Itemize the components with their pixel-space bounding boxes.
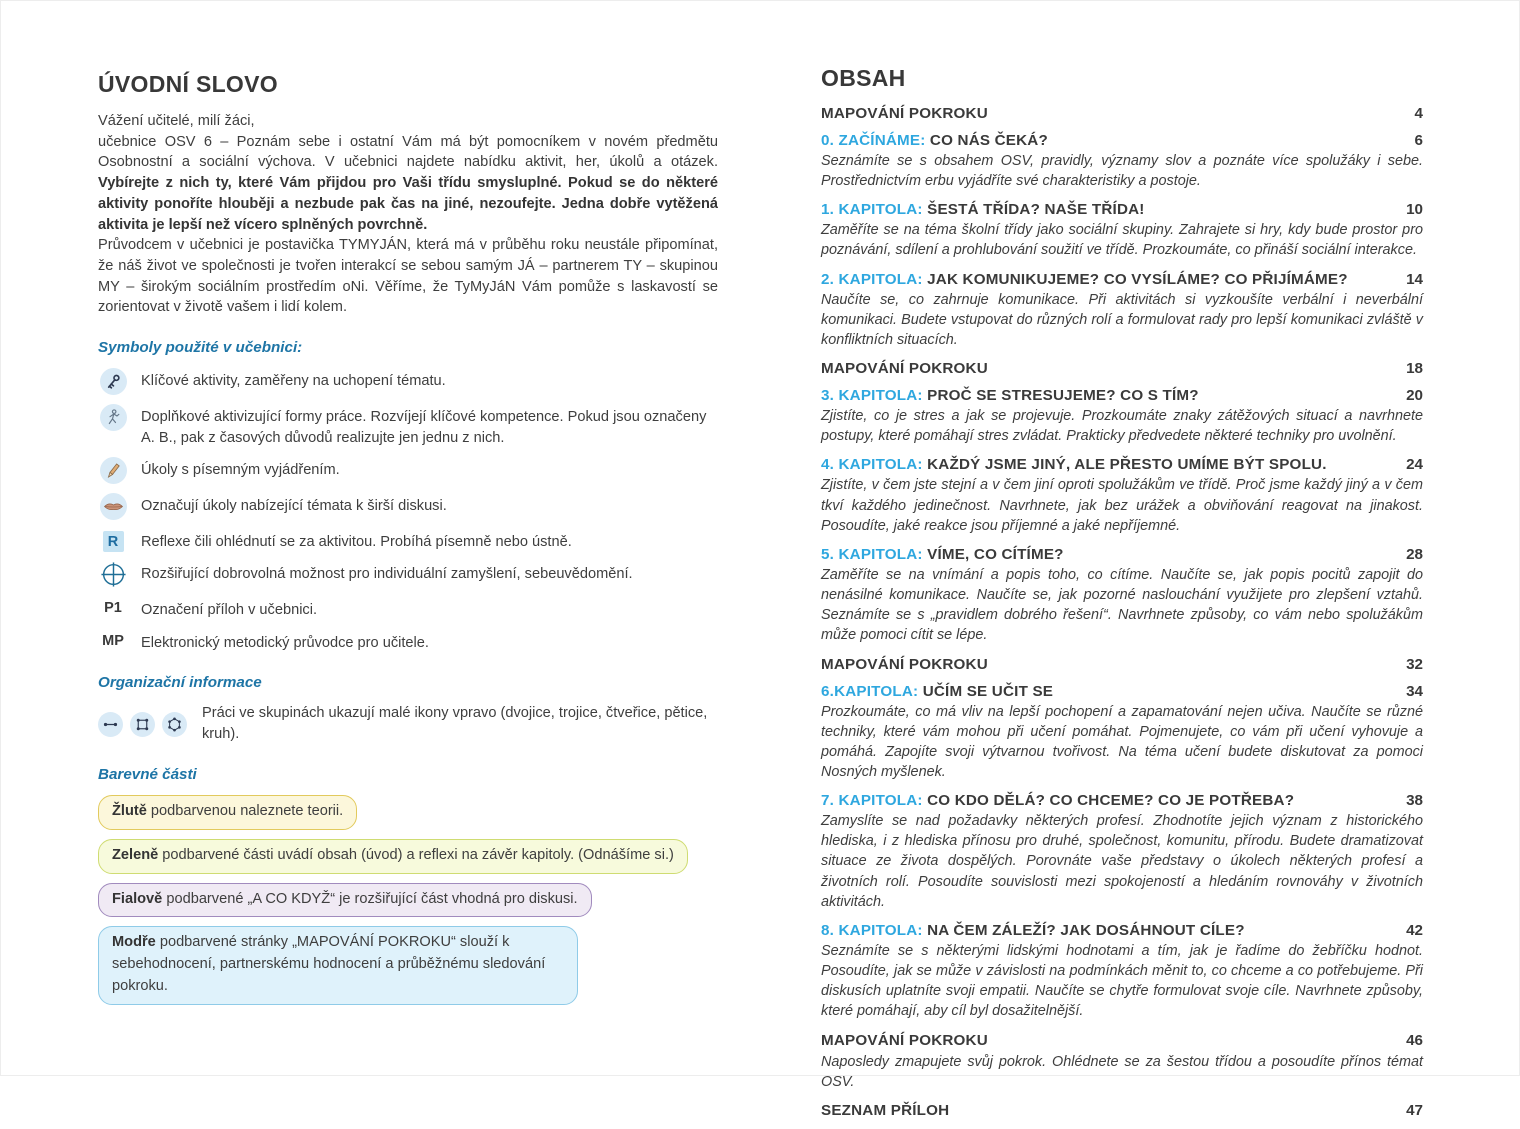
toc-title: OBSAH <box>821 65 906 91</box>
symbol-description: Označují úkoly nabízející témata k širší diskusi. <box>141 498 447 515</box>
symbol-description: Rozšiřující dobrovolná možnost pro individuální zamyšlení, sebeuvědomění. <box>141 566 633 583</box>
color-box-text: podbarvené stránky „MAPOVÁNÍ POKROKU“ slouží k sebehodnocení, partnerskému hodnocení a průběžnému sledování pokroku. <box>112 934 546 995</box>
foursome-icon <box>130 712 155 737</box>
color-box-zelene <box>98 839 688 874</box>
entry-description: Zaměříte se na téma školní třídy jako sociální skupiny. Zahrajete si hry, kdy bude prostor pro poznávání, sdílení a prohlubování soužití ve třídě. Prozkoumáte, co přináší sociální interakce. <box>821 222 1423 259</box>
entry-title: MAPOVÁNÍ POKROKU <box>821 655 988 673</box>
chapter-heading <box>821 683 1392 700</box>
symbol-row <box>98 457 718 484</box>
color-box-text: podbarvenou naleznete teorii. <box>146 802 344 819</box>
entry-description: Zamyslíte se nad požadavky některých profesí. Zhodnotíte jejich význam z historického hlediska, i z hlediska přínosu pro druhé, společnost, komunitu, přírodu. Budete dramatizovat situace ze života dospělých. Porovnáte vaše představy o úkolech některých profesí a životních rolí. Posoudíte souvislosti mezi spokojeností a hledáním rovnováhy v životních aktivitách. <box>821 813 1423 910</box>
entry-page-number: 32 <box>1406 655 1423 673</box>
entry-title: ŠESTÁ TŘÍDA? NAŠE TŘÍDA! <box>927 201 1145 219</box>
entry-title: MAPOVÁNÍ POKROKU <box>821 1031 988 1049</box>
toc-entry-row <box>821 546 1423 563</box>
color-box-keyword: Fialově <box>112 890 163 907</box>
entry-title: PROČ SE STRESUJEME? CO S TÍM? <box>927 387 1199 405</box>
chapter-heading <box>821 792 1392 809</box>
color-legend <box>98 795 718 1005</box>
section-heading <box>821 1032 1392 1049</box>
toc-chapter-entry <box>821 456 1423 535</box>
crosshair-icon <box>100 561 127 588</box>
color-box-modre <box>98 926 578 1005</box>
entry-title: MAPOVÁNÍ POKROKU <box>821 105 988 122</box>
entry-title: MAPOVÁNÍ POKROKU <box>821 360 988 378</box>
symbol-description: Reflexe čili ohlédnutí se za aktivitou. Probíhá písemně nebo ústně. <box>141 534 572 551</box>
section-heading <box>821 105 1401 122</box>
entry-page-number: 47 <box>1406 1101 1423 1119</box>
circle-group-icon <box>162 712 187 737</box>
toc-entry-row <box>821 132 1423 149</box>
entry-page-number: 14 <box>1406 270 1423 288</box>
entry-page-number: 4 <box>1414 105 1423 122</box>
entry-page-number: 24 <box>1406 456 1423 474</box>
entry-description: Seznámíte se s některými lidskými hodnotami a tím, jak je řadíme do žebříčku hodnot. Posoudíte, jak se může v závislosti na podmínkách měnit to, co chceme a co potřebujeme. Při diskusích uplatníte svoji empatii. Naučíte se chytře formulovat svoje cíle. Navrhnete způsoby, které pomáhají, aby cíl byl dosažitelnější. <box>821 942 1423 1020</box>
symbol-description: Doplňkové aktivizující formy práce. Rozvíjejí klíčové kompetence. Pokud jsou označeny A. B., pak z časových důvodů realizujte jen jednu z nich. <box>141 409 707 446</box>
entry-description: Naposledy zmapujete svůj pokrok. Ohlédnete se za šestou třídou a posoudíte přínos témat OSV. <box>821 1053 1423 1090</box>
chapter-heading <box>821 922 1392 939</box>
toc-chapter-entry <box>821 271 1423 350</box>
toc-section-entry <box>821 656 1423 673</box>
symbol-row <box>98 630 718 653</box>
toc-chapter-entry <box>821 132 1423 191</box>
color-box-zlute <box>98 795 357 830</box>
lips-icon <box>100 493 127 520</box>
chapter-number-prefix: 6.KAPITOLA: <box>821 682 919 700</box>
entry-title: JAK KOMUNIKUJEME? CO VYSÍLÁME? CO PŘIJÍMÁME? <box>927 270 1348 288</box>
chapter-heading <box>821 132 1401 149</box>
reflex-badge: R <box>103 531 124 552</box>
pencil-icon <box>100 457 127 484</box>
section-heading <box>821 1102 1392 1119</box>
chapter-number-prefix: 8. KAPITOLA: <box>821 921 923 939</box>
symbol-description: Označení příloh v učebnici. <box>141 602 318 619</box>
toc-section-entry <box>821 1102 1423 1119</box>
entry-page-number: 34 <box>1406 682 1423 700</box>
toc-entry-row <box>821 1102 1423 1119</box>
toc-entry-row <box>821 360 1423 377</box>
key-icon <box>100 368 127 395</box>
entry-page-number: 28 <box>1406 545 1423 563</box>
symbols-list <box>98 368 718 653</box>
intro-page <box>98 71 718 1014</box>
toc-entry-row <box>821 656 1423 673</box>
toc-entry-row <box>821 683 1423 700</box>
chapter-number-prefix: 1. KAPITOLA: <box>821 201 923 219</box>
color-box-text: podbarvené „A CO KDYŽ“ je rozšiřující část vhodná pro diskusi. <box>162 890 578 907</box>
chapter-heading <box>821 201 1392 218</box>
symbol-row <box>98 561 718 588</box>
chapter-number-prefix: 3. KAPITOLA: <box>821 387 923 405</box>
toc-chapter-entry <box>821 922 1423 1022</box>
entry-page-number: 18 <box>1406 360 1423 378</box>
symbol-row <box>98 493 718 520</box>
symbol-description: Elektronický metodický průvodce pro učitele. <box>141 634 429 651</box>
toc-page <box>821 65 1423 1129</box>
color-box-keyword: Modře <box>112 934 156 951</box>
toc-chapter-entry <box>821 387 1423 446</box>
toc-chapter-entry <box>821 792 1423 912</box>
toc-chapter-entry <box>821 683 1423 783</box>
toc-section-entry <box>821 105 1423 122</box>
group-icons-row <box>98 703 718 744</box>
section-heading <box>821 656 1392 673</box>
symbol-row <box>98 404 718 448</box>
entry-page-number: 10 <box>1406 201 1423 219</box>
intro-paragraph-1-bold: Vybírejte z nich ty, které Vám přijdou pro Vaši třídu smysluplné. Pokud se do některé aktivity ponoříte hlouběji a nezbude pak čas na jiné, nezoufejte. Jedna dobře vytěžená aktivita je lepší než vícero splněných povrchně. <box>98 175 718 233</box>
color-box-keyword: Žlutě <box>112 802 147 819</box>
chapter-number-prefix: 4. KAPITOLA: <box>821 456 923 474</box>
org-text: Práci ve skupinách ukazují malé ikony vpravo (dvojice, trojice, čtveřice, pětice, kruh). <box>202 705 708 743</box>
toc-entry-row <box>821 201 1423 218</box>
entry-title: CO NÁS ČEKÁ? <box>929 132 1048 149</box>
symbol-row <box>98 529 718 552</box>
toc-entry-row <box>821 271 1423 288</box>
toc-entry-row <box>821 922 1423 939</box>
intro-paragraph-1-normal: učebnice OSV 6 – Poznám sebe i ostatní Vám má být pomocníkem v novém předmětu Osobnostní a sociální výchova. V učebnici najdete nabídku aktivit, her, úkolů a otázek. <box>98 133 718 171</box>
intro-paragraph-2: Průvodcem v učebnici je postavička TYMYJÁN, která má v průběhu roku neustále připomínat, že náš život ve společnosti je tvořen interakcí se sebou samým JÁ – partnerem TY – skupinou MY – širokým sociálním prostředím oNi. Věříme, že TyMyJáN Vám pomůže s laskavostí se zorientovat v životě vašem i lidí kolem. <box>98 237 718 316</box>
toc-chapter-entry <box>821 546 1423 646</box>
chapter-number-prefix: 0. ZAČÍNÁME: <box>821 132 926 149</box>
toc-entry-row <box>821 1032 1423 1049</box>
entry-description: Zjistíte, v čem jste stejní a v čem jiní oproti spolužákům ve třídě. Proč jsme každý jiný a v čem tkví každého jedinečnost. Navrhnete, jak bez urážek a obviňování reagovat na jinakost. Posoudíte, jaké reakce jsou příjemné a jaké nepříjemné. <box>821 477 1423 534</box>
entry-page-number: 42 <box>1406 921 1423 939</box>
symbol-description: Klíčové aktivity, zaměřeny na uchopení tématu. <box>141 373 446 390</box>
chapter-number-prefix: 7. KAPITOLA: <box>821 792 923 810</box>
toc-entry-row <box>821 105 1423 122</box>
intro-paragraph-1 <box>98 132 718 236</box>
entry-title: CO KDO DĚLÁ? CO CHCEME? CO JE POTŘEBA? <box>927 792 1295 810</box>
toc-entry-row <box>821 792 1423 809</box>
entry-page-number: 38 <box>1406 792 1423 810</box>
mp-label: MP <box>102 632 124 649</box>
entry-title: VÍME, CO CÍTÍME? <box>927 545 1064 563</box>
symbols-heading: Symboly použité v učebnici: <box>98 339 303 357</box>
toc-entry-row <box>821 456 1423 473</box>
section-heading <box>821 360 1392 377</box>
entry-description: Zjistíte, co je stres a jak se projevuje. Prozkoumáte znaky zátěžových situací a navrhnete postupy, které pomáhají stres zvládat. Prakticky předvedete některé techniky pro uvolnění. <box>821 408 1423 445</box>
entry-title: SEZNAM PŘÍLOH <box>821 1101 950 1119</box>
entry-page-number: 20 <box>1406 387 1423 405</box>
intro-page-title: ÚVODNÍ SLOVO <box>98 71 278 97</box>
chapter-heading <box>821 546 1392 563</box>
symbol-row <box>98 368 718 395</box>
salutation: Vážení učitelé, milí žáci, <box>98 113 255 129</box>
toc-section-entry <box>821 1032 1423 1092</box>
chapter-heading <box>821 456 1392 473</box>
entry-page-number: 6 <box>1414 132 1423 149</box>
chapter-number-prefix: 2. KAPITOLA: <box>821 270 923 288</box>
entry-description: Naučíte se, co zahrnuje komunikace. Při aktivitách si vyzkoušíte verbální i neverbální komunikaci. Budete vstupovat do různých rolí a formulovat rady pro lepší komunikaci zvláště v konfliktních situacích. <box>821 291 1423 348</box>
org-heading: Organizační informace <box>98 674 262 692</box>
chapter-heading <box>821 387 1392 404</box>
runner-icon <box>100 404 127 431</box>
color-box-text: podbarvené části uvádí obsah (úvod) a reflexi na závěr kapitoly. (Odnášíme si.) <box>158 846 674 863</box>
entry-description: Prozkoumáte, co má vliv na lepší pochopení a zapamatování nejen učiva. Naučíte se různé techniky, které vám mohou při učení pomáhat. Pojmenujete, co vám při učení vyhovuje a pomáhá. Zapojíte svoji výtvarnou tvořivost. Na téma učení budete diskutovat za pomoci Nosných myšlenek. <box>821 703 1423 780</box>
symbol-row <box>98 597 718 620</box>
entry-description: Seznámíte se s obsahem OSV, pravidly, významy slov a poznáte více spolužáky i sebe. Prostřednictvím erbu vyjádříte své charakteristiky a postoje. <box>821 153 1423 190</box>
entry-title: NA ČEM ZÁLEŽÍ? JAK DOSÁHNOUT CÍLE? <box>927 921 1245 939</box>
color-box-fialove <box>98 883 592 918</box>
entry-title: UČÍM SE UČIT SE <box>922 682 1054 700</box>
pair-icon <box>98 712 123 737</box>
p1-label: P1 <box>104 600 122 617</box>
symbol-description: Úkoly s písemným vyjádřením. <box>141 462 340 479</box>
chapter-number-prefix: 5. KAPITOLA: <box>821 545 923 563</box>
toc-chapter-entry <box>821 201 1423 260</box>
colors-heading: Barevné části <box>98 765 197 783</box>
entry-description: Zaměříte se na vnímání a popis toho, co cítíme. Naučíte se, jak popis pocitů zapojit do nenásilné komunikace. Naučíte se, jak pozorné naslouchání využijete pro zlepšení vztahů. Seznámíte se s „pravidlem dobrého řešení“. Navrhnete způsoby, co vám nebo spolužákům může pomoci cítit se lépe. <box>821 566 1423 644</box>
entry-page-number: 46 <box>1406 1031 1423 1049</box>
entry-title: KAŽDÝ JSME JINÝ, ALE PŘESTO UMÍME BÝT SPOLU. <box>927 456 1327 474</box>
color-box-keyword: Zeleně <box>112 846 159 863</box>
toc-list <box>821 105 1423 1119</box>
toc-entry-row <box>821 387 1423 404</box>
toc-section-entry <box>821 360 1423 377</box>
chapter-heading <box>821 271 1392 288</box>
